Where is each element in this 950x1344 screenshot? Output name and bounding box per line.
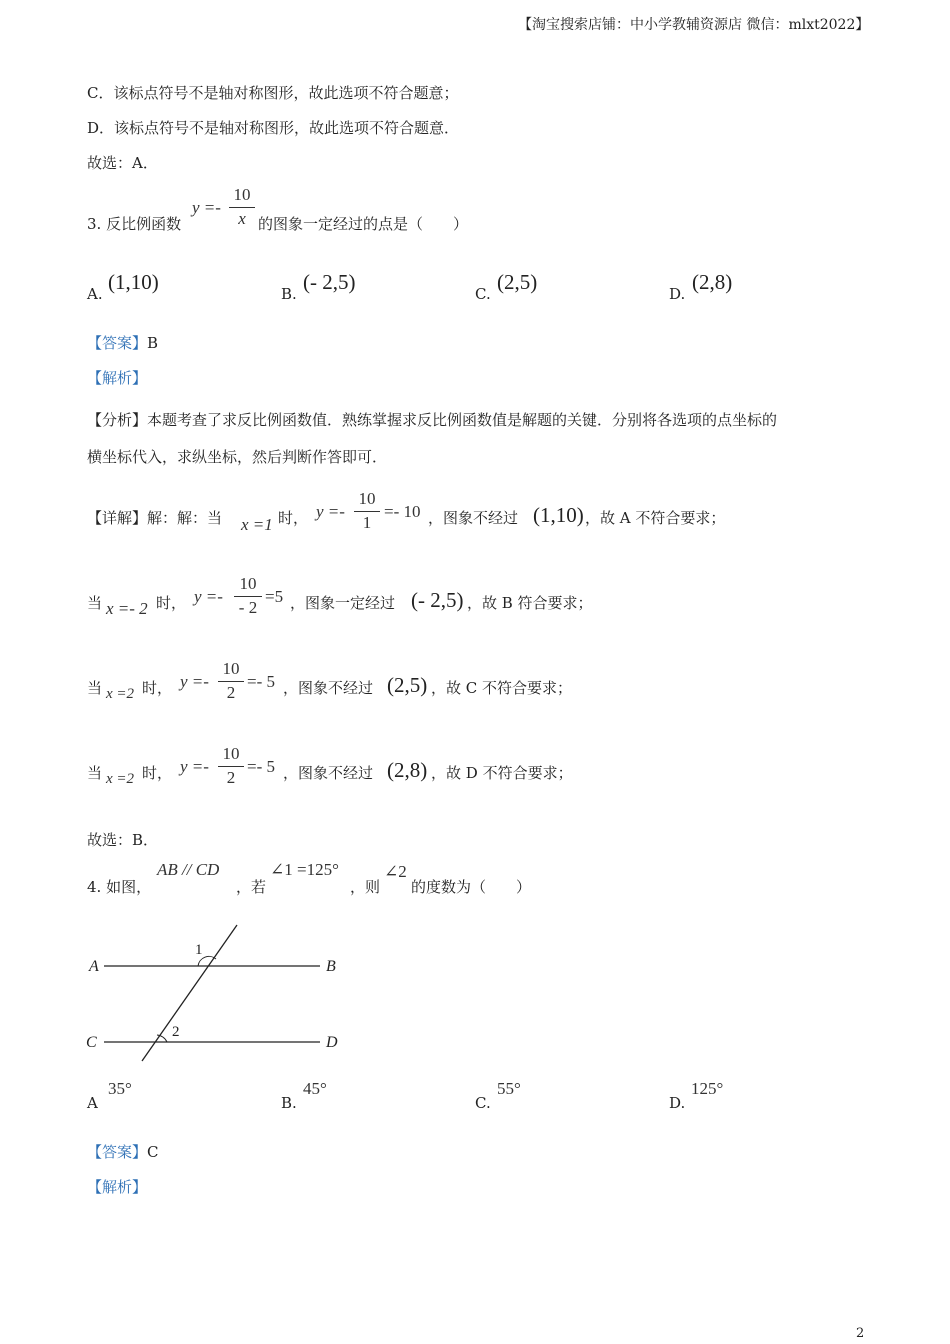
q3-fenxi-line1	[87, 409, 777, 430]
q3-step4-res: =- 5	[247, 757, 275, 776]
label-b: B	[326, 958, 336, 975]
q3-option-c-value: (2,5)	[497, 270, 538, 294]
q4-option-c-value: 55°	[497, 1079, 521, 1098]
q3-step1-x: x =1	[241, 515, 273, 534]
q4-figure	[80, 922, 350, 1072]
q3-func-fraction	[229, 185, 255, 229]
q4-answer-row	[87, 1141, 159, 1162]
q3-conclusion: 故选：B．	[87, 831, 159, 849]
q3-step2-fraction	[234, 574, 262, 618]
q4-option-c-label: C.	[475, 1094, 491, 1112]
q3-step4-mid: ，图象不经过	[283, 764, 374, 782]
q3-step1-den: 1	[362, 513, 372, 532]
q3-fenxi-text1: 本题考查了求反比例函数值．熟练掌握求反比例函数值是解题的关键．分别将各选项的点坐标的	[147, 411, 778, 429]
q3-step2-num: 10	[239, 574, 257, 593]
q3-step3-x: x =2	[106, 686, 135, 702]
q3-option-b-value: (- 2,5)	[303, 270, 356, 294]
page-number: 2	[856, 1326, 865, 1341]
q3-detail-prefix	[87, 507, 222, 528]
q3-step3-dang: 当	[87, 679, 103, 697]
prev-conclusion: 故选：A．	[87, 154, 158, 172]
q3-step2-point: (- 2,5)	[411, 588, 464, 612]
q3-step4-dang: 当	[87, 764, 103, 782]
q3-step2-mid: ，图象一定经过	[290, 594, 396, 612]
q3-option-a-value: (1,10)	[108, 270, 159, 294]
q4-option-d-label: D.	[669, 1094, 686, 1112]
q3-option-b-label: B.	[281, 285, 297, 303]
q4-answer-tag: 【答案】	[87, 1143, 148, 1161]
q3-func-num: 10	[233, 185, 251, 204]
label-a: A	[89, 958, 99, 975]
q3-suffix: 的图象一定经过的点是（ ）	[258, 215, 469, 233]
q3-detail-tag: 【详解】	[87, 509, 148, 527]
q3-step1-mid: ，图象不经过	[428, 509, 519, 527]
q3-option-a-label: A.	[87, 285, 103, 303]
q4-option-b-label: B.	[281, 1094, 297, 1112]
q3-option-d-label: D.	[669, 285, 686, 303]
q3-answer-value: B	[147, 334, 159, 352]
q4-option-b-value: 45°	[303, 1079, 327, 1098]
q3-step1-shi: 时，	[278, 509, 309, 527]
q3-step3-mid: ，图象不经过	[283, 679, 374, 697]
q3-step3-point: (2,5)	[387, 673, 428, 697]
q3-step4-x: x =2	[106, 771, 135, 787]
q3-step4-den: 2	[226, 768, 236, 787]
q3-fenxi-line2: 横坐标代入，求纵坐标，然后判断作答即可．	[87, 448, 388, 466]
header-shop-text: 【淘宝搜索店铺：中小学教辅资源店 微信：mlxt2022】	[518, 17, 870, 33]
q3-step2-ylhs: y =-	[194, 587, 223, 606]
q3-step2-den: - 2	[238, 598, 258, 617]
q4-option-a-value: 35°	[108, 1079, 132, 1098]
q3-step1-res: =- 10	[384, 502, 421, 521]
q3-step1-tail: ，故 A 不符合要求；	[585, 509, 726, 527]
q3-step2-res: =5	[265, 587, 284, 606]
q4-number: 4. 如图，	[87, 878, 152, 896]
q4-option-a-label: A	[87, 1094, 98, 1112]
q3-answer-tag: 【答案】	[87, 334, 148, 352]
prev-line-d: D．该标点符号不是轴对称图形，故此选项不符合题意．	[87, 119, 460, 137]
q3-number: 3. 反比例函数	[87, 215, 182, 233]
q4-suffix: 的度数为（ ）	[411, 878, 532, 896]
q3-answer-row	[87, 332, 158, 353]
q3-func-lhs: y =-	[192, 198, 221, 217]
q3-step2-shi: 时，	[156, 594, 187, 612]
label-angle-2: 2	[172, 1024, 180, 1040]
q3-step4-tail: ，故 D 不符合要求；	[431, 764, 573, 782]
q4-ze: ，则	[350, 878, 381, 896]
label-d: D	[326, 1034, 338, 1051]
q3-step3-shi: 时，	[142, 679, 173, 697]
q3-step3-ylhs: y =-	[180, 672, 209, 691]
q3-option-c-label: C.	[475, 285, 491, 303]
q4-parallel: AB // CD	[157, 860, 220, 879]
q4-angle1: ∠1 =125°	[270, 860, 339, 879]
q3-step4-ylhs: y =-	[180, 757, 209, 776]
label-c: C	[86, 1034, 97, 1051]
q4-angle2: ∠2	[384, 862, 407, 881]
q3-step2-tail: ，故 B 符合要求；	[467, 594, 593, 612]
q3-step1-ylhs: y =-	[316, 502, 345, 521]
q3-step3-den: 2	[226, 683, 236, 702]
q3-step4-shi: 时，	[142, 764, 173, 782]
q3-detail-intro: 解：解：当	[147, 509, 223, 527]
label-angle-1: 1	[195, 942, 203, 958]
q3-step4-fraction	[218, 744, 244, 788]
q3-step3-num: 10	[222, 659, 240, 678]
prev-line-c: C．该标点符号不是轴对称图形，故此选项不符合题意；	[87, 84, 459, 102]
q3-func-den: x	[238, 209, 246, 228]
q3-step3-tail: ，故 C 不符合要求；	[431, 679, 573, 697]
q4-ruo: ，若	[236, 878, 267, 896]
transversal	[142, 925, 237, 1061]
q3-step1-point: (1,10)	[533, 503, 584, 527]
q3-fenxi-tag: 【分析】	[87, 411, 148, 429]
q3-step1-num: 10	[358, 489, 376, 508]
q3-step3-res: =- 5	[247, 672, 275, 691]
q3-step2-x: x =- 2	[106, 599, 148, 618]
q3-step2-dang: 当	[87, 594, 103, 612]
q3-analysis-tag: 【解析】	[87, 369, 148, 387]
q3-step3-fraction	[218, 659, 244, 703]
q4-answer-value: C	[147, 1143, 159, 1161]
q3-step4-point: (2,8)	[387, 758, 428, 782]
q3-option-d-value: (2,8)	[692, 270, 733, 294]
q4-analysis-tag: 【解析】	[87, 1178, 148, 1196]
q3-step1-fraction	[354, 489, 380, 533]
q3-step4-num: 10	[222, 744, 240, 763]
q4-option-d-value: 125°	[691, 1079, 724, 1098]
